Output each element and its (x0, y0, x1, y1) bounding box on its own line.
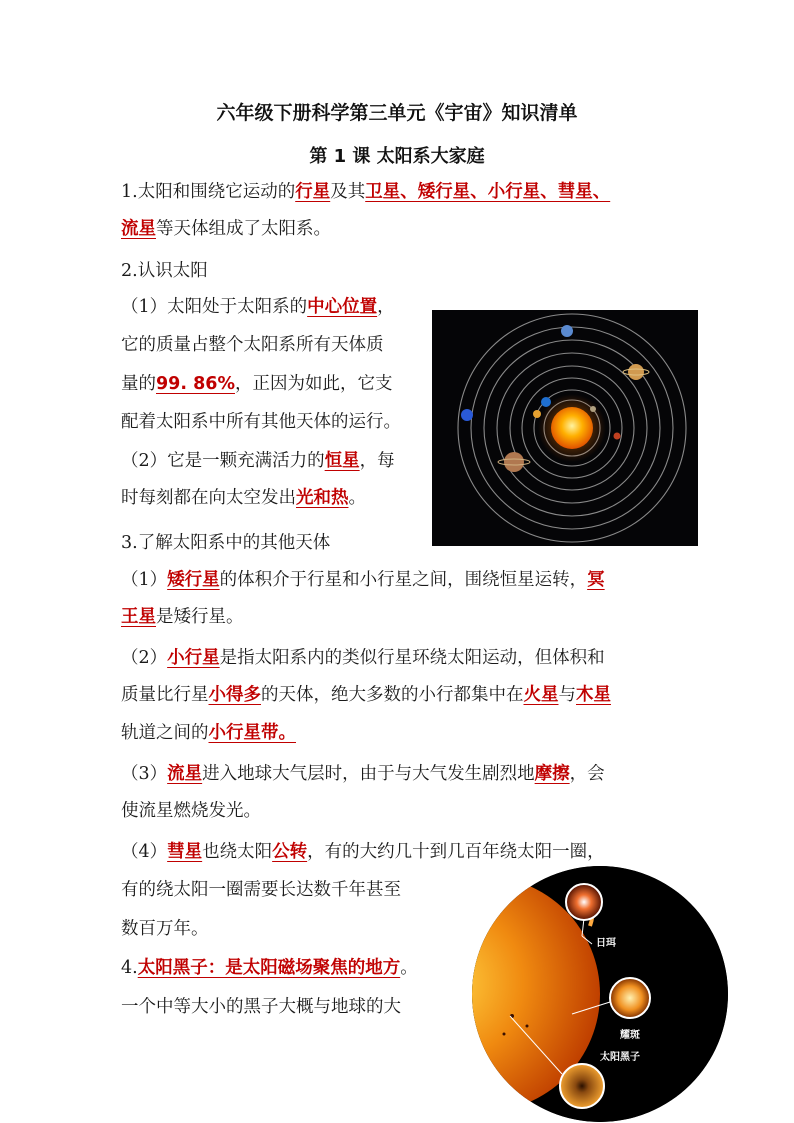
text: 时每刻都在向太空发出 (121, 488, 296, 508)
keyword: 小得多 (208, 685, 261, 705)
keyword: 流星 (167, 764, 203, 784)
keyword: 摩擦 (534, 764, 570, 784)
item-2-heading: 2.认识太阳 (121, 261, 208, 281)
text: （3） (121, 764, 168, 784)
item-3-3-line-1 (121, 762, 605, 786)
keyword: 火星 (523, 685, 559, 705)
item-3-1-line-2 (121, 605, 244, 629)
item-3-3-line-2: 使流星燃烧发光。 (121, 801, 261, 821)
keyword: 冥 (587, 570, 605, 590)
keyword: 矮行星 (167, 570, 220, 590)
keyword: 彗星 (167, 842, 203, 862)
text: 量的 (121, 374, 156, 394)
item-3-2-line-1 (121, 646, 605, 670)
text: 轨道之间的 (121, 723, 209, 743)
text: （2） (121, 648, 168, 668)
text: 等天体组成了太阳系。 (156, 219, 331, 239)
item-3-2-line-3 (121, 721, 296, 745)
keyword: 小行星带。 (208, 723, 296, 743)
text: 。 (400, 958, 418, 978)
text: 1.太阳和围绕它运动的 (121, 182, 296, 202)
item-3-4-line-1 (121, 840, 605, 864)
text: ，正因为如此，它支 (234, 374, 393, 394)
text: （2）它是一颗充满活力的 (121, 451, 325, 471)
keyword: 木星 (576, 685, 611, 705)
label-prominence: 日珥 (596, 938, 616, 949)
item-4-line-2: 一个中等大小的黑子大概与地球的大 (121, 997, 401, 1017)
keyword: 流星 (121, 219, 156, 239)
keyword: 王星 (121, 607, 156, 627)
lesson-title: 第 1 课 太阳系大家庭 (309, 146, 485, 167)
text: 进入地球大气层时，由于与大气发生剧烈地 (202, 764, 535, 784)
solar-system-image (432, 310, 698, 546)
text: （4） (121, 842, 168, 862)
text: 与 (558, 685, 576, 705)
keyword: 中心位置 (307, 297, 378, 317)
document-title: 六年级下册科学第三单元《宇宙》知识清单 (216, 102, 578, 124)
text: （1） (121, 570, 168, 590)
keyword: 行星 (295, 182, 331, 202)
label-sunspot: 太阳黑子 (600, 1052, 640, 1063)
text: ，会 (569, 764, 605, 784)
sun-surface-illustration (472, 866, 728, 1122)
keyword: 99. 86% (156, 374, 235, 394)
item-3-4-line-3: 数百万年。 (121, 919, 209, 939)
keyword: 公转 (272, 842, 308, 862)
item-3-1-line-1 (121, 568, 605, 592)
item-4-line-1 (121, 956, 418, 980)
item-2-1-line-1 (121, 295, 395, 319)
keyword: 恒星 (324, 451, 360, 471)
keyword: 光和热 (296, 488, 349, 508)
text: ，有的大约几十到几百年绕太阳一圈， (307, 842, 605, 862)
item-3-2-line-2 (121, 683, 611, 707)
item-2-2-line-2 (121, 486, 366, 510)
text: 的体积介于行星和小行星之间，围绕恒星运转， (219, 570, 588, 590)
text: 4. (121, 958, 138, 978)
item-2-1-line-4: 配着太阳系中所有其他天体的运行。 (121, 412, 401, 432)
item-3-4-line-2: 有的绕太阳一圈需要长达数千年甚至 (121, 880, 401, 900)
text: ， (377, 297, 395, 317)
keyword: 太阳黑子：是太阳磁场聚焦的地方 (137, 958, 401, 978)
text: 的天体，绝大多数的小行都集中在 (261, 685, 524, 705)
text: 是指太阳系内的类似行星环绕太阳运动，但体积和 (219, 648, 605, 668)
item-2-2-line-1 (121, 449, 395, 473)
text: 及其 (330, 182, 366, 202)
text: 。 (348, 488, 366, 508)
text: ，每 (359, 451, 395, 471)
item-3-heading: 3.了解太阳系中的其他天体 (121, 533, 331, 553)
text: 也绕太阳 (202, 842, 273, 862)
label-facula: 耀斑 (620, 1030, 640, 1041)
item-1-line-1 (121, 180, 610, 204)
item-2-1-line-2: 它的质量占整个太阳系所有天体质 (121, 335, 384, 355)
sun-surface-image (472, 866, 728, 1122)
text: （1）太阳处于太阳系的 (121, 297, 308, 317)
keyword: 小行星 (167, 648, 220, 668)
solar-system-illustration (432, 310, 698, 546)
text: 质量比行星 (121, 685, 209, 705)
keyword: 卫星、矮行星、小行星、彗星、 (365, 182, 611, 202)
item-1-line-2 (121, 217, 331, 241)
text: 是矮行星。 (156, 607, 244, 627)
item-2-1-line-3 (121, 372, 392, 396)
